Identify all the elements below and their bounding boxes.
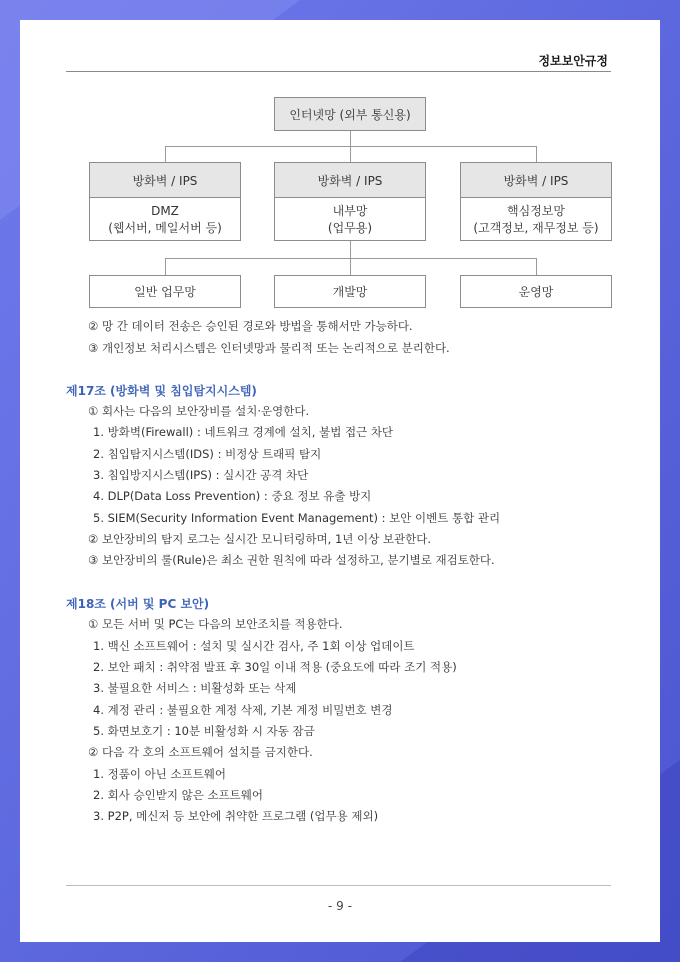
subnet-general bbox=[89, 275, 241, 308]
zone-name: 핵심정보망 bbox=[507, 204, 565, 218]
connector bbox=[165, 258, 166, 275]
clause-item: ① 모든 서버 및 PC는 다음의 보안조치를 적용한다. bbox=[88, 617, 343, 631]
clause-item: ③ 보안장비의 룰(Rule)은 최소 권한 원칙에 따라 설정하고, 분기별로 재검토한다. bbox=[88, 553, 495, 567]
zone-description: (업무용) bbox=[327, 221, 373, 235]
sub-item: 3. 침입방지시스템(IPS) : 실시간 공격 차단 bbox=[93, 468, 309, 482]
internet-label: 인터넷망 (외부 통신용) bbox=[289, 107, 411, 122]
sub-item: 4. DLP(Data Loss Prevention) : 중요 정보 유출 방지 bbox=[93, 489, 372, 503]
connector bbox=[350, 146, 351, 162]
zone-name: DMZ bbox=[151, 204, 179, 218]
clause-item: ② 보안장비의 탐지 로그는 실시간 모니터링하며, 1년 이상 보관한다. bbox=[88, 532, 432, 546]
footer-divider bbox=[66, 885, 611, 886]
zone-core bbox=[460, 162, 612, 241]
document-header-title: 정보보안규정 bbox=[538, 54, 608, 68]
connector bbox=[165, 146, 166, 162]
sub-item: 3. P2P, 메신저 등 보안에 취약한 프로그램 (업무용 제외) bbox=[93, 809, 379, 823]
connector bbox=[350, 258, 351, 275]
sub-item: 1. 백신 소프트웨어 : 설치 및 실시간 검사, 주 1회 이상 업데이트 bbox=[93, 639, 415, 653]
zone-name: 내부망 bbox=[332, 204, 368, 218]
article-17-title: 제17조 (방화벽 및 침입탐지시스템) bbox=[66, 384, 257, 398]
zone-description: (웹서버, 메일서버 등) bbox=[108, 221, 222, 235]
subnet-label: 운영망 bbox=[518, 285, 554, 299]
sub-item: 1. 정품이 아닌 소프트웨어 bbox=[93, 767, 227, 781]
firewall-label: 방화벽 / IPS bbox=[90, 163, 240, 198]
sub-item: 5. 화면보호기 : 10분 비활성화 시 자동 잠금 bbox=[93, 724, 315, 738]
zone-dmz bbox=[89, 162, 241, 241]
subnet-ops bbox=[460, 275, 612, 308]
subnet-label: 일반 업무망 bbox=[134, 285, 196, 299]
sub-item: 4. 계정 관리 : 불필요한 계정 삭제, 기본 계정 비밀번호 변경 bbox=[93, 703, 393, 717]
clause-item: ② 다음 각 호의 소프트웨어 설치를 금지한다. bbox=[88, 745, 313, 759]
connector bbox=[165, 258, 537, 259]
sub-item: 2. 보안 패치 : 취약점 발표 후 30일 이내 적용 (중요도에 따라 조기 적용) bbox=[93, 660, 457, 674]
subnet-dev bbox=[274, 275, 426, 308]
connector bbox=[536, 146, 537, 162]
connector bbox=[536, 258, 537, 275]
clause-item: ① 회사는 다음의 보안장비를 설치·운영한다. bbox=[88, 404, 310, 418]
sub-item: 2. 침입탐지시스템(IDS) : 비정상 트래픽 탐지 bbox=[93, 447, 322, 461]
clause-item: ③ 개인정보 처리시스템은 인터넷망과 물리적 또는 논리적으로 분리한다. bbox=[88, 341, 450, 355]
connector bbox=[350, 131, 351, 146]
page-number: - 9 - bbox=[328, 899, 352, 913]
clause-item: ② 망 간 데이터 전송은 승인된 경로와 방법을 통해서만 가능하다. bbox=[88, 319, 413, 333]
connector bbox=[350, 241, 351, 258]
article-18-title: 제18조 (서버 및 PC 보안) bbox=[66, 597, 210, 611]
zone-description: (고객정보, 재무정보 등) bbox=[473, 221, 599, 235]
subnet-label: 개발망 bbox=[332, 285, 368, 299]
sub-item: 1. 방화벽(Firewall) : 네트워크 경계에 설치, 불법 접근 차단 bbox=[93, 425, 394, 439]
sub-item: 3. 불필요한 서비스 : 비활성화 또는 삭제 bbox=[93, 681, 297, 695]
internet-box bbox=[274, 97, 426, 131]
zone-internal bbox=[274, 162, 426, 241]
firewall-label: 방화벽 / IPS bbox=[275, 163, 425, 198]
sub-item: 2. 회사 승인받지 않은 소프트웨어 bbox=[93, 788, 264, 802]
network-diagram bbox=[0, 0, 680, 320]
connector bbox=[165, 146, 537, 147]
firewall-label: 방화벽 / IPS bbox=[461, 163, 611, 198]
sub-item: 5. SIEM(Security Information Event Management) : 보안 이벤트 통합 관리 bbox=[93, 511, 501, 525]
